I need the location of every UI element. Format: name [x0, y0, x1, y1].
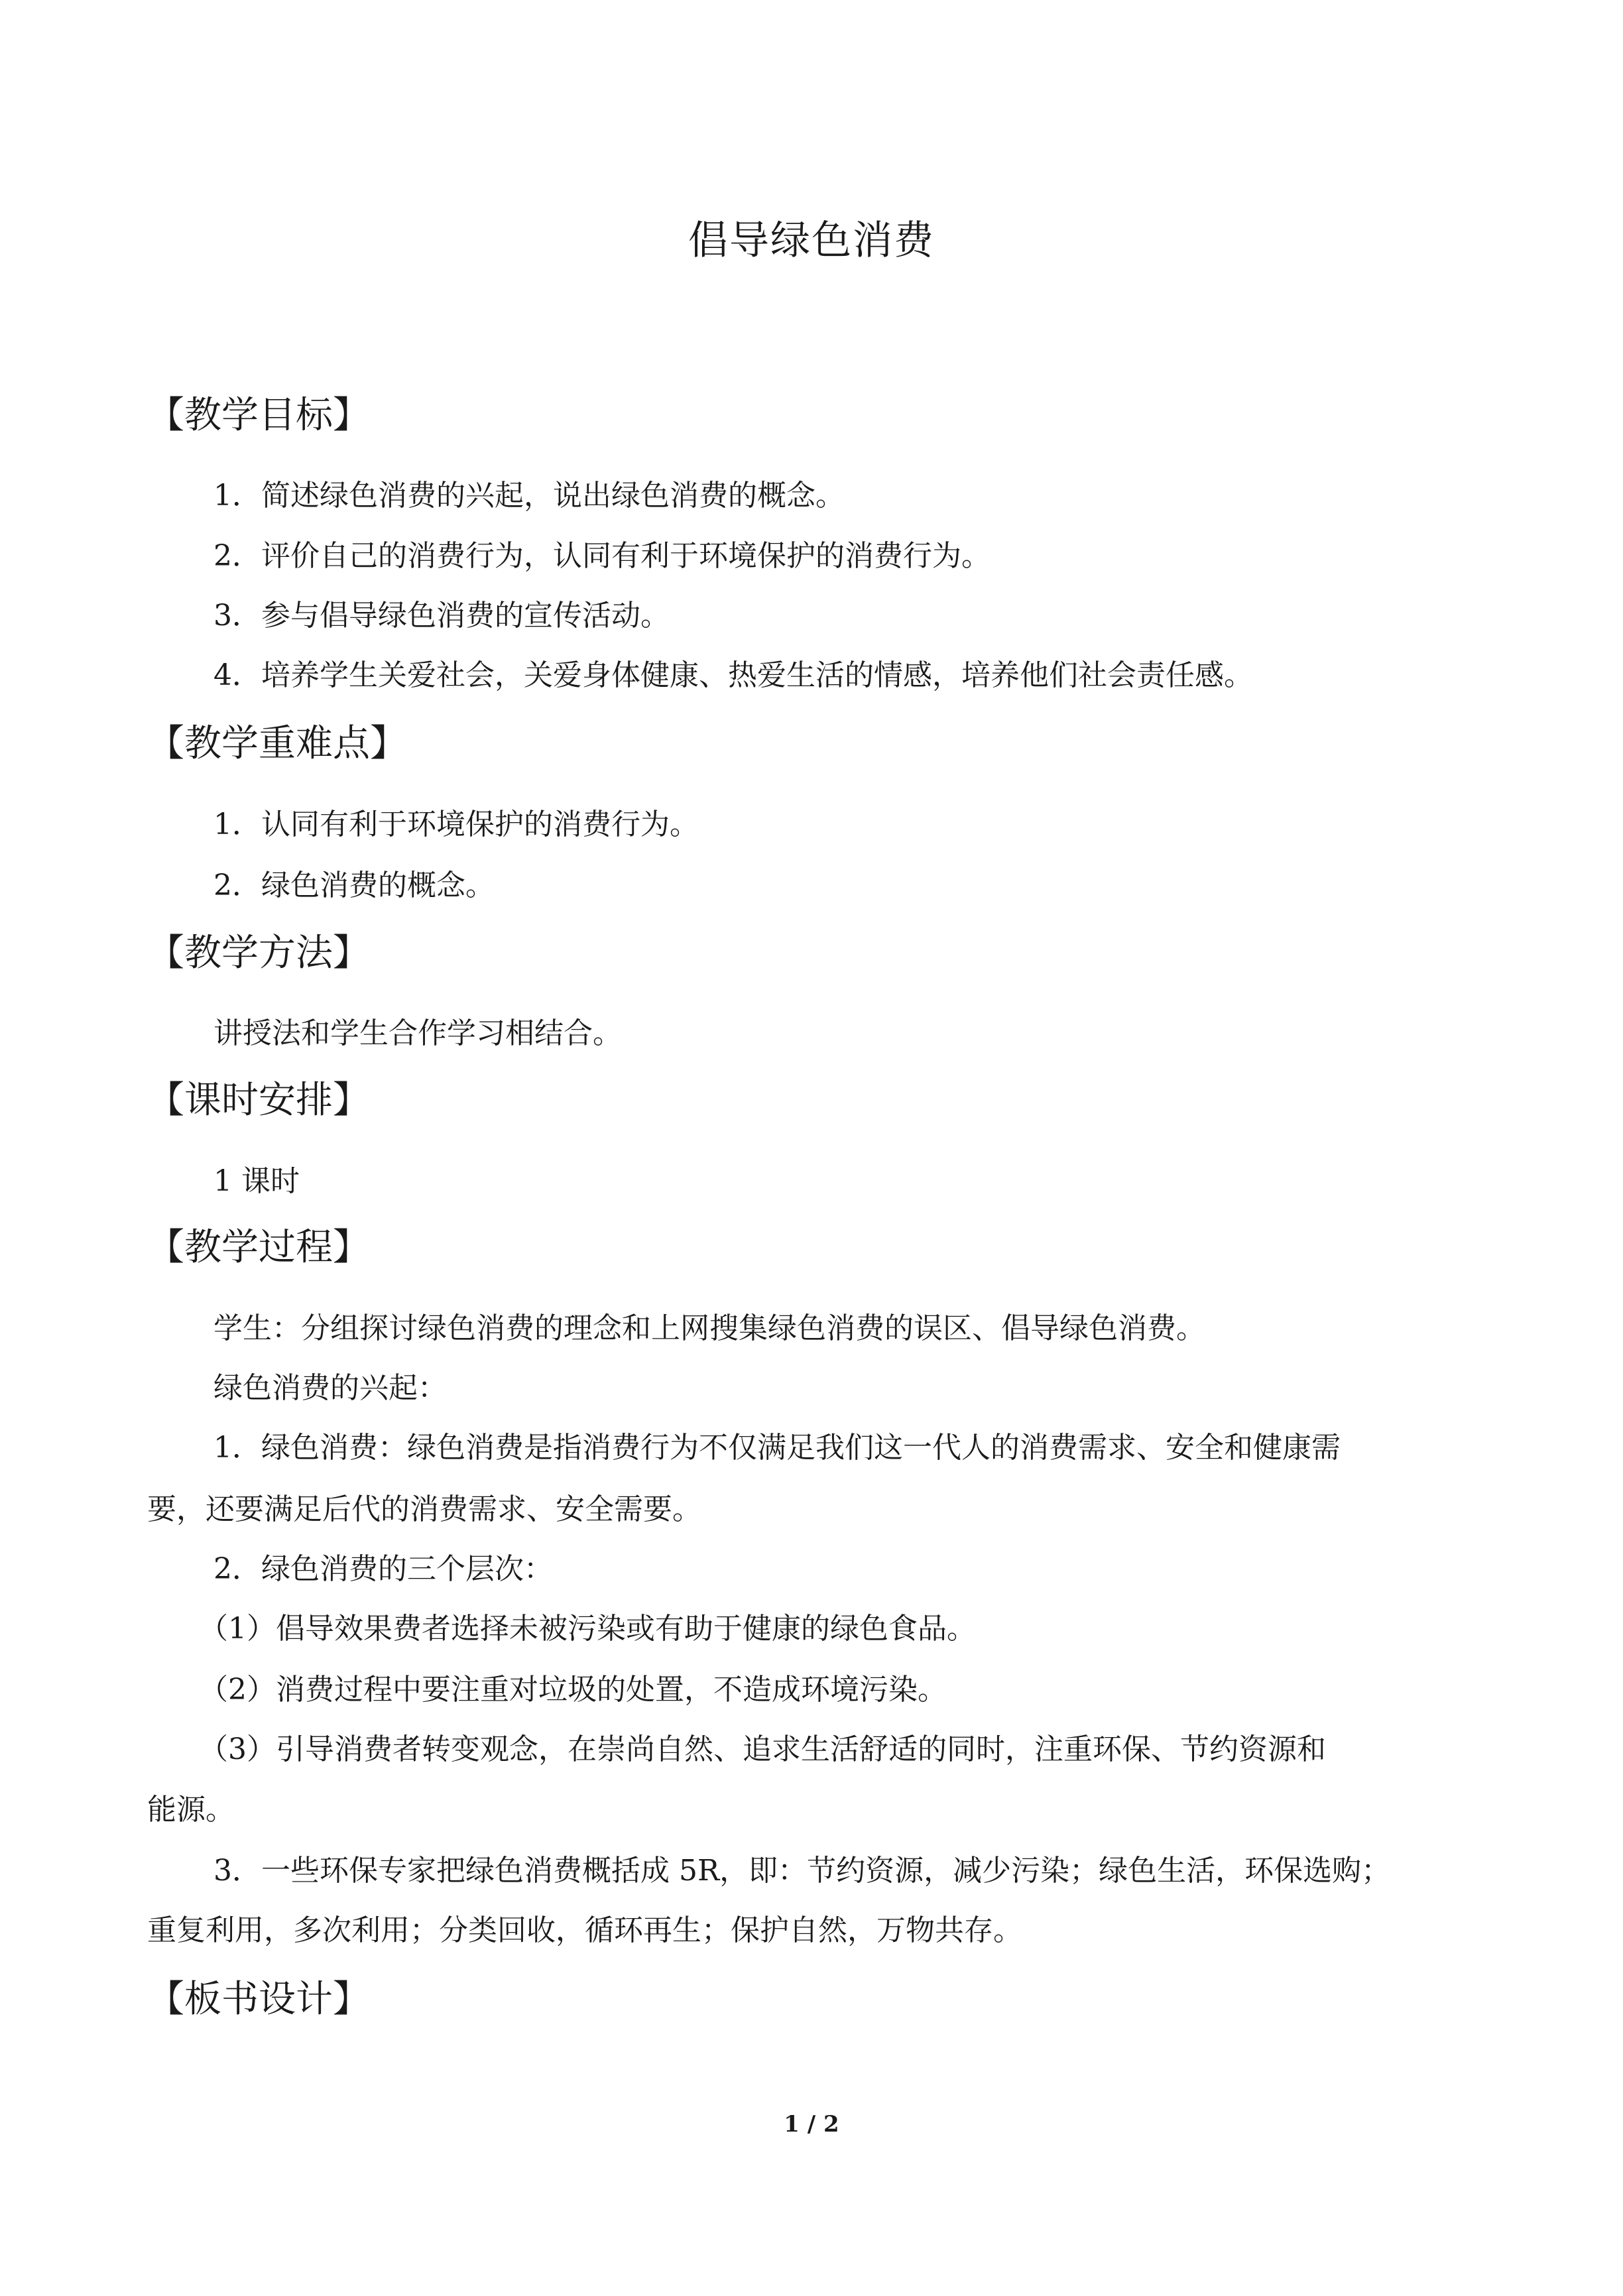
process-line: 学生：分组探讨绿色消费的理念和上网搜集绿色消费的误区、倡导绿色消费。	[213, 1311, 1205, 1345]
key-point-item: 1．认同有利于环境保护的消费行为。	[213, 808, 699, 841]
key-point-item: 2．绿色消费的概念。	[213, 869, 495, 902]
section-heading-board: 【板书设计】	[147, 1978, 370, 2021]
process-line: （2）消费过程中要注重对垃圾的处置，不造成环境污染。	[199, 1673, 947, 1707]
process-line: （3）引导消费者转变观念，在崇尚自然、追求生活舒适的同时，注重环保、节约资源和	[199, 1732, 1326, 1766]
section-heading-process: 【教学过程】	[147, 1226, 370, 1269]
process-line: 要，还要满足后代的消费需求、安全需要。	[147, 1492, 701, 1526]
section-heading-objectives: 【教学目标】	[147, 394, 370, 437]
objective-item: 4．培养学生关爱社会，关爱身体健康、热爱生活的情感，培养他们社会责任感。	[213, 658, 1253, 692]
schedule-text: 1 课时	[213, 1164, 300, 1198]
process-line: 重复利用，多次利用；分类回收，循环再生；保护自然，万物共存。	[147, 1913, 1022, 1947]
objective-item: 2．评价自己的消费行为，认同有利于环境保护的消费行为。	[213, 539, 991, 573]
objective-item: 3．参与倡导绿色消费的宣传活动。	[213, 599, 670, 633]
process-line: 3．一些环保专家把绿色消费概括成 5R，即：节约资源，减少污染；绿色生活，环保选购；	[213, 1854, 1391, 1888]
section-heading-methods: 【教学方法】	[147, 932, 370, 975]
objective-item: 1．简述绿色消费的兴起，说出绿色消费的概念。	[213, 479, 845, 513]
page-title: 倡导绿色消费	[688, 217, 935, 264]
page-number: 1 / 2	[784, 2111, 839, 2138]
process-line: 能源。	[147, 1793, 235, 1827]
process-line: 绿色消费的兴起：	[213, 1371, 447, 1405]
process-line: 1．绿色消费：绿色消费是指消费行为不仅满足我们这一代人的消费需求、安全和健康需	[213, 1431, 1341, 1465]
process-line: 2．绿色消费的三个层次：	[213, 1552, 553, 1586]
section-heading-schedule: 【课时安排】	[147, 1079, 370, 1122]
process-line: （1）倡导效果费者选择未被污染或有助于健康的绿色食品。	[199, 1612, 976, 1646]
section-heading-key-points: 【教学重难点】	[147, 722, 407, 765]
methods-text: 讲授法和学生合作学习相结合。	[213, 1016, 622, 1050]
